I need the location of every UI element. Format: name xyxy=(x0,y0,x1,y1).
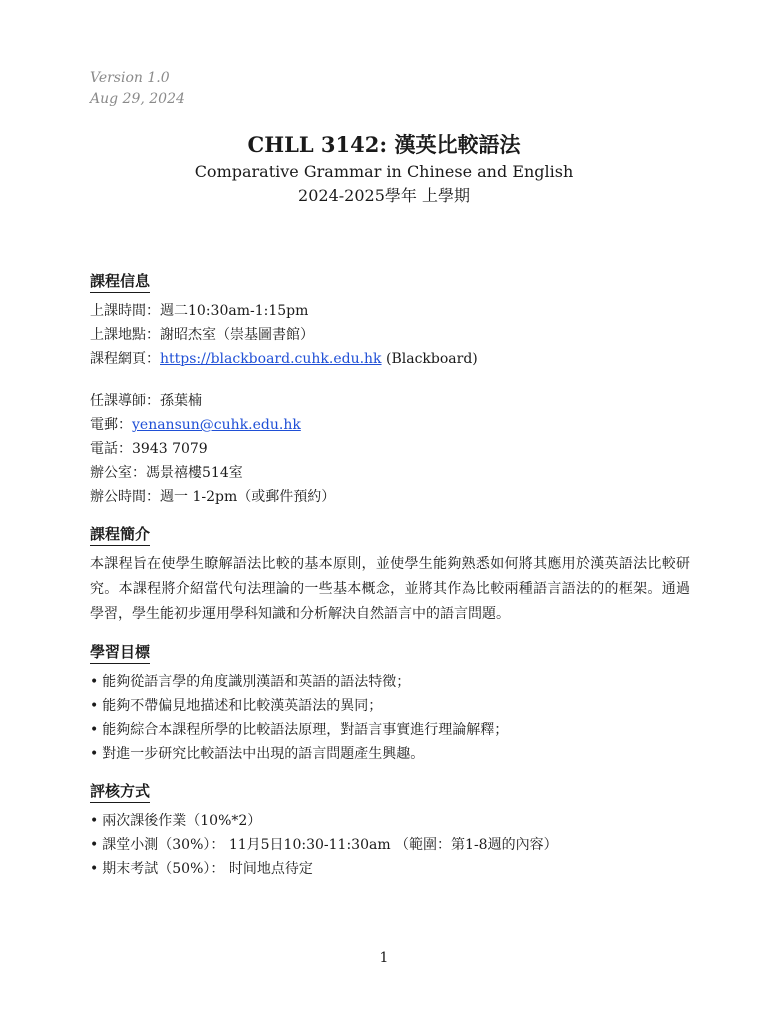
teacher-row xyxy=(90,389,690,413)
email-label: 電郵： xyxy=(90,417,132,433)
office-hours-value: 週一 1-2pm（或郵件預約） xyxy=(160,489,336,505)
version-label: Version 1.0 xyxy=(90,70,170,86)
list-item: • 對進一步研究比較語法中出現的語言問題產生興趣。 xyxy=(90,742,690,766)
list-item: • 能夠綜合本課程所學的比較語法原理，對語言事實進行理論解釋； xyxy=(90,718,690,742)
assessment-list xyxy=(90,809,690,881)
assessment-section xyxy=(90,780,690,881)
version-date: Aug 29, 2024 xyxy=(90,91,185,107)
objectives-heading: 學習目標 xyxy=(90,641,150,664)
list-item: • 能夠不帶偏見地描述和比較漢英語法的異同； xyxy=(90,694,690,718)
class-place-value: 謝昭杰室（崇基圖書館） xyxy=(160,327,314,343)
class-place-row xyxy=(90,323,690,347)
email-link[interactable]: yenansun@cuhk.edu.hk xyxy=(132,417,301,433)
office-row xyxy=(90,461,690,485)
blackboard-link[interactable]: https://blackboard.cuhk.edu.hk xyxy=(160,351,382,367)
course-term: 2024-2025學年 上學期 xyxy=(298,186,470,205)
office-label: 辦公室： xyxy=(90,465,146,481)
document-body xyxy=(90,270,690,895)
list-item: • 期末考試（50%）： 时间地点待定 xyxy=(90,857,690,881)
assessment-heading: 評核方式 xyxy=(90,780,150,803)
office-value: 馮景禧樓514室 xyxy=(146,465,243,481)
course-title: CHLL 3142: 漢英比較語法 xyxy=(247,132,521,157)
teacher-label: 任課導師： xyxy=(90,393,160,409)
course-info-heading: 課程信息 xyxy=(90,270,150,293)
intro-heading: 課程簡介 xyxy=(90,523,150,546)
intro-section xyxy=(90,523,690,627)
list-item: • 課堂小測（30%）： 11月5日10:30-11:30am （範圍：第1-8週的內容） xyxy=(90,833,690,857)
course-web-label: 課程網頁： xyxy=(90,351,160,367)
course-web-row xyxy=(90,347,690,371)
list-item: • 兩次課後作業（10%*2） xyxy=(90,809,690,833)
phone-row xyxy=(90,437,690,461)
title-block xyxy=(0,130,768,208)
class-place-label: 上課地點： xyxy=(90,327,160,343)
course-english-title: Comparative Grammar in Chinese and English xyxy=(194,162,574,181)
email-row xyxy=(90,413,690,437)
class-time-value: 週二10:30am-1:15pm xyxy=(160,303,309,319)
office-hours-label: 辦公時間： xyxy=(90,489,160,505)
class-time-row xyxy=(90,299,690,323)
intro-paragraph: 本課程旨在使學生瞭解語法比較的基本原則，並使學生能夠熟悉如何將其應用於漢英語法比較研究。本課程將介紹當代句法理論的一些基本概念，並將其作為比較兩種語言語法的的框架。通過學習，學生能初步運用學科知識和分析解決自然語言中的語言問題。 xyxy=(90,556,690,622)
page-number: 1 xyxy=(379,950,389,966)
class-time-label: 上課時間： xyxy=(90,303,160,319)
course-info-section xyxy=(90,270,690,509)
phone-label: 電話： xyxy=(90,441,132,457)
version-info xyxy=(90,68,185,110)
objectives-section xyxy=(90,641,690,766)
teacher-value: 孫葉楠 xyxy=(160,393,202,409)
phone-value: 3943 7079 xyxy=(132,441,208,457)
list-item: • 能夠從語言學的角度識別漢語和英語的語法特徵； xyxy=(90,670,690,694)
office-hours-row xyxy=(90,485,690,509)
objectives-list xyxy=(90,670,690,766)
course-web-suffix: (Blackboard) xyxy=(381,351,478,367)
